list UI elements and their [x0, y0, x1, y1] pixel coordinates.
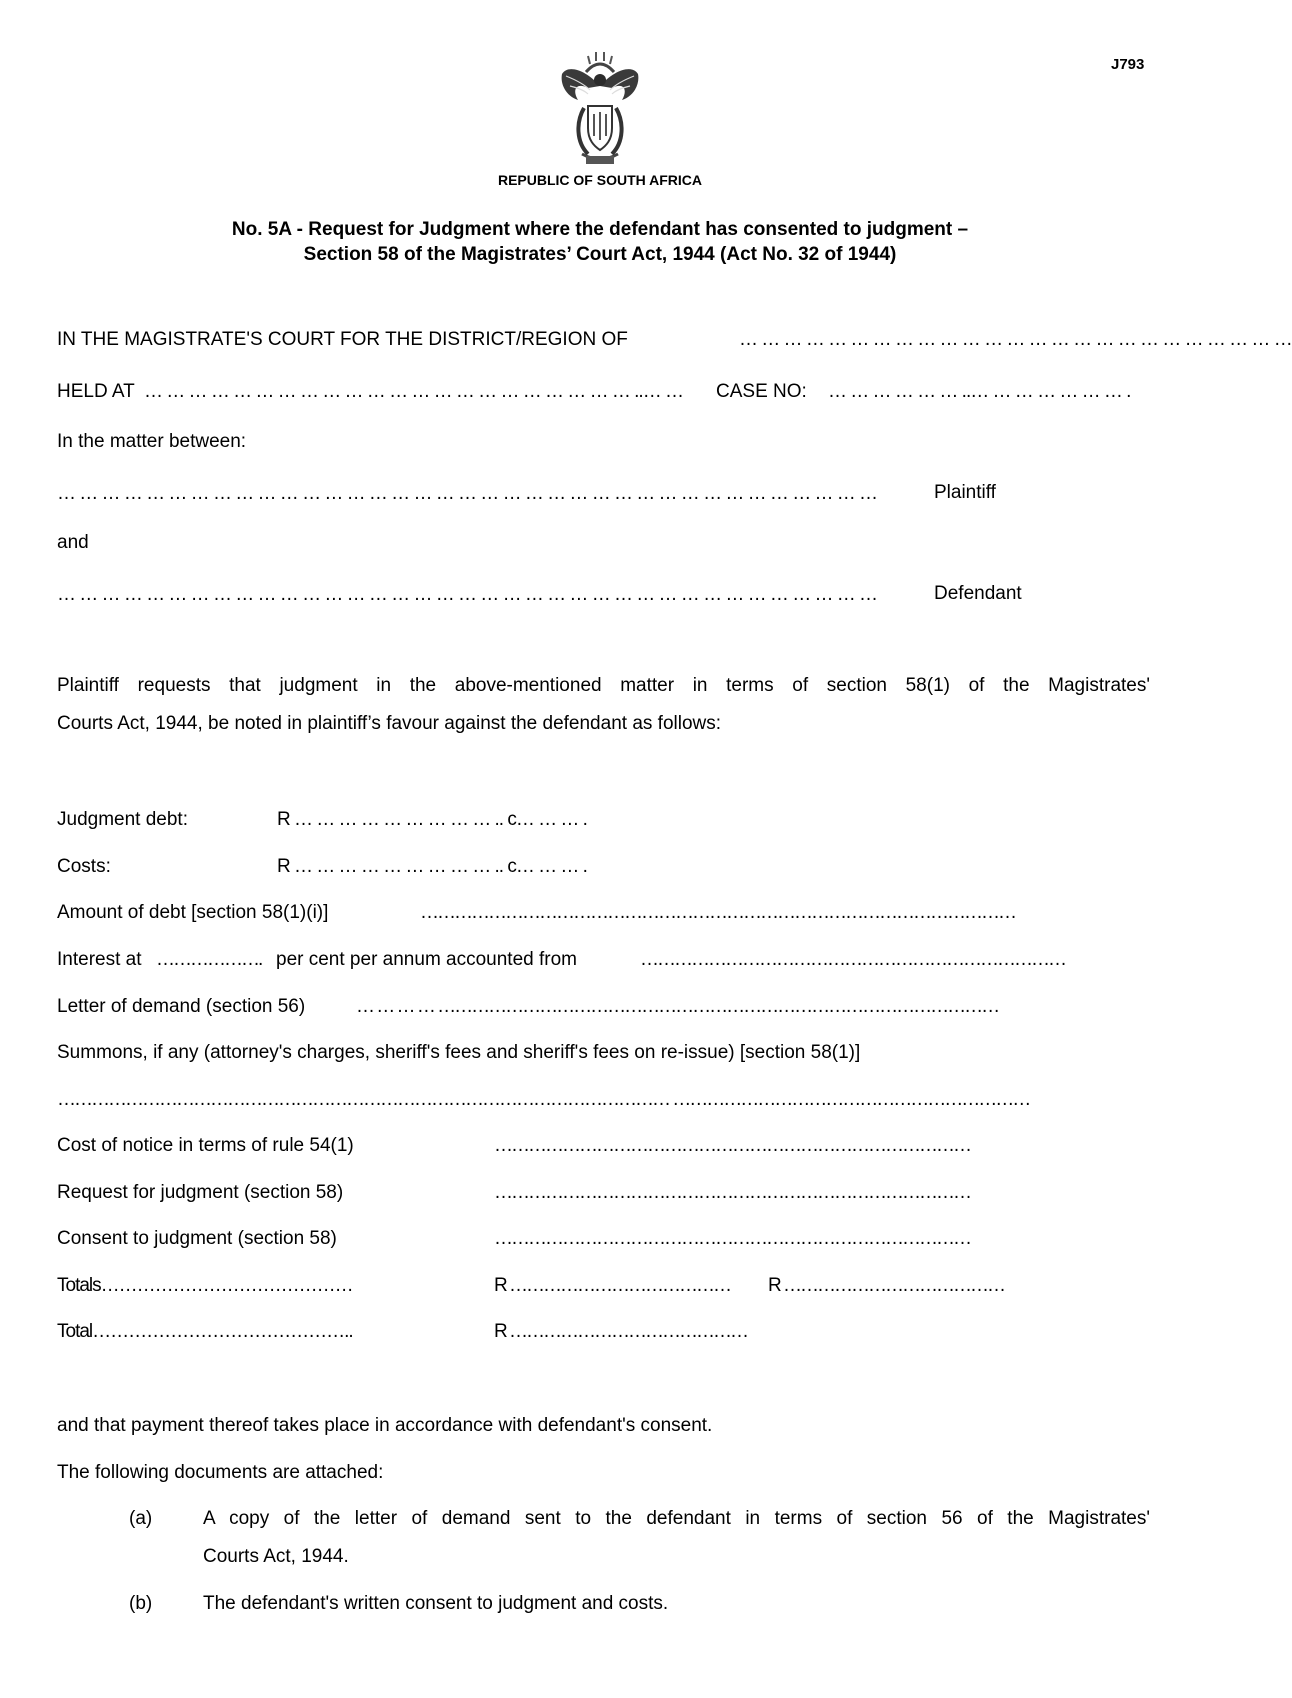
held-at-field[interactable]: … … … … … … … … … … … … … … … … … … … … … … ..… …	[144, 381, 683, 402]
interest-from-field[interactable]: …………………………………………………………………	[640, 949, 1065, 970]
form-title-line2: Section 58 of the Magistrates’ Court Act, 1944 (Act No. 32 of 1944)	[303, 244, 897, 265]
documents-intro: The following documents are attached:	[57, 1462, 384, 1483]
totals-field-2[interactable]: R …………………………………	[768, 1275, 1004, 1296]
notice-cost-field[interactable]: …………………………………………………………………………	[494, 1135, 970, 1156]
matter-between: In the matter between:	[57, 431, 247, 452]
case-no-label: CASE NO:	[716, 381, 807, 402]
summons-field[interactable]: ……………………………………………………………………………………………… ………………………………………………………	[57, 1089, 1030, 1110]
interest-rate-field[interactable]: ……………….	[156, 949, 262, 970]
payment-text: and that payment thereof takes place in accordance with defendant's consent.	[57, 1415, 713, 1436]
letter-of-demand-field[interactable]: … … … … ………………………………………………………………………………………	[356, 996, 999, 1017]
plaintiff-field[interactable]: … … … … … … … … … … … … … … … … … … … … … … … … … … … … … … … … … … … … …	[57, 483, 878, 504]
totals-label: Totals……………………………………	[57, 1275, 353, 1296]
totals-field-1[interactable]: R …………………………………	[494, 1275, 730, 1296]
item-a-line1: A copy of the letter of demand sent to the defendant in terms of section 56 of the Magistrates'	[203, 1508, 1150, 1529]
and-text: and	[57, 532, 89, 553]
interest-suffix: per cent per annum accounted from	[276, 949, 578, 970]
notice-cost-label: Cost of notice in terms of rule 54(1)	[57, 1135, 354, 1156]
district-field[interactable]: … … … … … … … … … … … … … … … … … … … … … … … … …	[739, 329, 1292, 350]
letter-of-demand-label: Letter of demand (section 56)	[57, 996, 306, 1017]
form-title-line1: No. 5A - Request for Judgment where the defendant has consented to judgment –	[231, 219, 969, 240]
judgment-debt-field[interactable]: R … … … … … … … … … .. c… … … .	[277, 809, 587, 830]
held-at-label: HELD AT	[57, 381, 135, 402]
item-b-label: (b)	[129, 1593, 153, 1614]
costs-label: Costs:	[57, 856, 111, 877]
request-line2: Courts Act, 1944, be noted in plaintiff’s favour against the defendant as follows:	[57, 713, 722, 734]
item-a-line2: Courts Act, 1944.	[203, 1546, 349, 1567]
request-judgment-label: Request for judgment (section 58)	[57, 1182, 344, 1203]
amount-of-debt-label: Amount of debt [section 58(1)(i)]	[57, 902, 329, 923]
item-a-label: (a)	[129, 1508, 153, 1529]
form-code: J793	[1111, 56, 1145, 73]
south-africa-coat-of-arms-icon	[556, 50, 644, 168]
plaintiff-label: Plaintiff	[934, 482, 996, 503]
case-no-field[interactable]: … … … … … … ..… … … … … … … .	[828, 381, 1131, 402]
consent-judgment-label: Consent to judgment (section 58)	[57, 1228, 337, 1249]
defendant-label: Defendant	[934, 583, 1022, 604]
consent-judgment-field[interactable]: …………………………………………………………………………	[494, 1228, 970, 1249]
total-field[interactable]: R ……………………………………	[494, 1321, 747, 1342]
item-b-text: The defendant's written consent to judgment and costs.	[203, 1593, 669, 1614]
costs-field[interactable]: R … … … … … … … … … .. c… … … .	[277, 856, 587, 877]
summons-label: Summons, if any (attorney's charges, sheriff's fees and sheriff's fees on re-issue) [section 58(1)]	[57, 1042, 861, 1063]
interest-prefix: Interest at	[57, 949, 142, 970]
defendant-field[interactable]: … … … … … … … … … … … … … … … … … … … … … … … … … … … … … … … … … … … … …	[57, 584, 878, 605]
amount-of-debt-field[interactable]: ……………………………………………………………………………………………	[420, 902, 1015, 923]
total-label: Total……………………………………..	[57, 1321, 353, 1342]
request-judgment-field[interactable]: …………………………………………………………………………	[494, 1182, 970, 1203]
district-label: IN THE MAGISTRATE'S COURT FOR THE DISTRICT/REGION OF	[57, 329, 628, 350]
country-name: REPUBLIC OF SOUTH AFRICA	[497, 172, 703, 188]
request-line1: Plaintiff requests that judgment in the above-mentioned matter in terms of section 58(1) of the Magistrates'	[57, 675, 1150, 696]
judgment-debt-label: Judgment debt:	[57, 809, 188, 830]
